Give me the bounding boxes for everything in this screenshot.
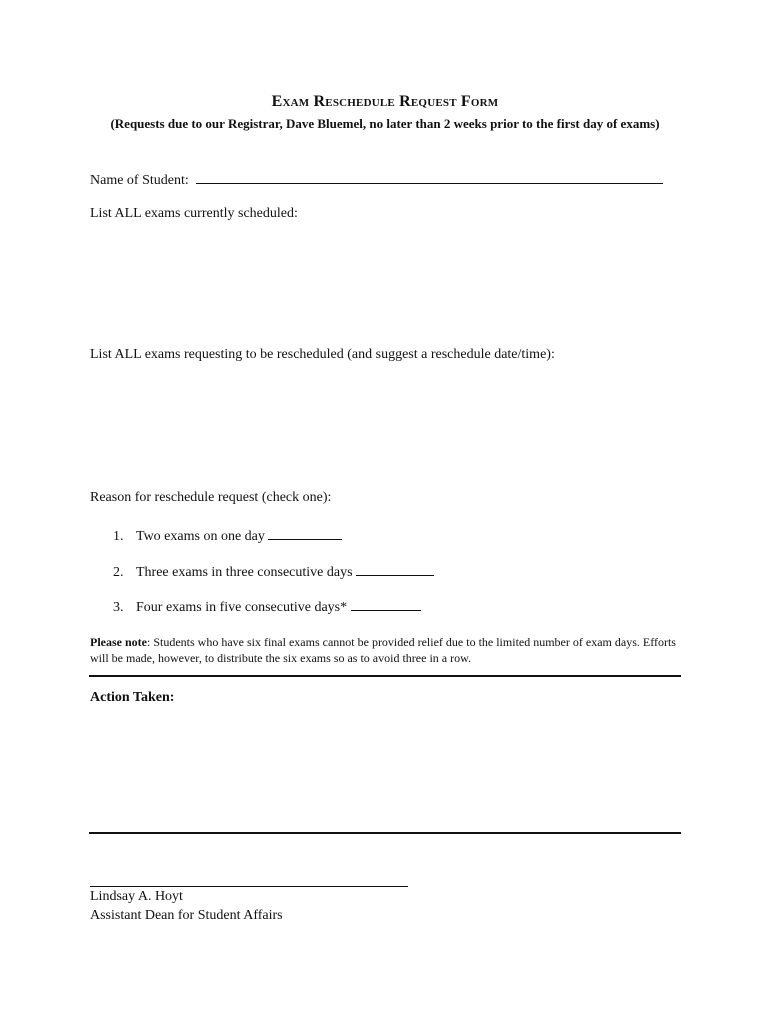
name-of-student-label: Name of Student:: [90, 173, 189, 188]
reason-item: [113, 563, 434, 581]
reason-number: 1.: [113, 529, 124, 544]
reason-text: Two exams on one day: [136, 529, 265, 544]
reschedule-exams-label: List ALL exams requesting to be rescheduled (and suggest a reschedule date/time):: [90, 347, 555, 362]
current-exams-area[interactable]: [90, 230, 680, 340]
signatory-title: Assistant Dean for Student Affairs: [90, 908, 283, 923]
current-exams-label: List ALL exams currently scheduled:: [90, 206, 298, 221]
reason-check-blank[interactable]: [268, 527, 342, 540]
reason-item: [113, 527, 342, 545]
please-note-text: : Students who have six final exams cannot be provided relief due to the limited number of exam days. Efforts will be made, however, to distribute the six exams so as to avoid three in a row.: [90, 635, 676, 665]
action-taken-area[interactable]: [90, 712, 680, 827]
please-note-label: Please note: [90, 635, 147, 649]
action-taken-label: Action Taken:: [90, 690, 175, 705]
name-of-student-row: [90, 170, 663, 189]
form-title: Exam Reschedule Request Form: [271, 93, 499, 110]
section-divider: [89, 675, 681, 677]
reason-label: Reason for reschedule request (check one):: [90, 490, 332, 505]
reason-item: [113, 598, 421, 616]
please-note: [90, 634, 690, 666]
reschedule-exams-area[interactable]: [90, 372, 680, 482]
form-subtitle: (Requests due to our Registrar, Dave Bluemel, no later than 2 weeks prior to the first day of exams): [110, 116, 660, 131]
reason-text: Three exams in three consecutive days: [136, 565, 353, 580]
section-divider: [89, 832, 681, 834]
name-of-student-field[interactable]: [196, 170, 663, 184]
signatory-name: Lindsay A. Hoyt: [90, 889, 183, 904]
reason-text: Four exams in five consecutive days*: [136, 600, 348, 615]
reason-check-blank[interactable]: [351, 598, 421, 611]
reason-number: 3.: [113, 600, 124, 615]
reason-number: 2.: [113, 565, 124, 580]
signature-line[interactable]: [90, 886, 408, 887]
reason-check-blank[interactable]: [356, 563, 434, 576]
